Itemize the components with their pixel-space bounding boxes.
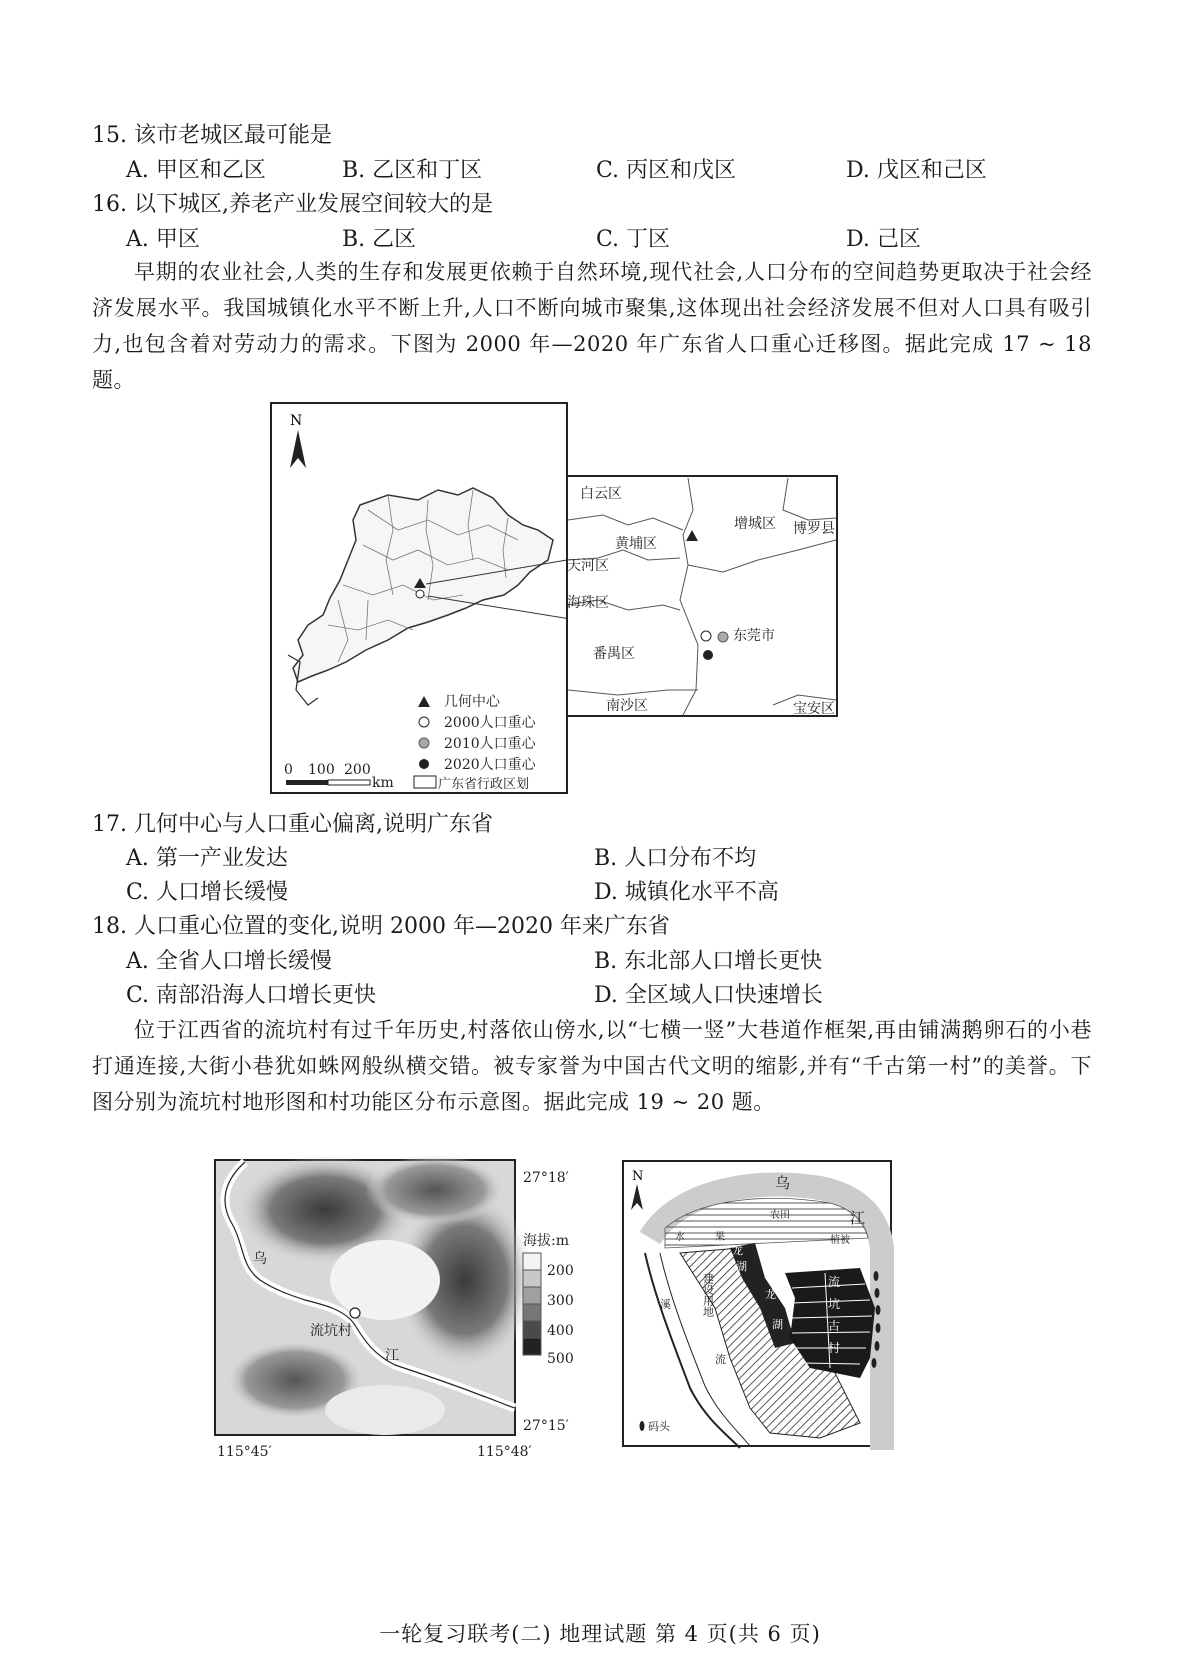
svg-text:500: 500 — [547, 1351, 574, 1367]
orchard-label: 果 — [715, 1232, 725, 1243]
svg-text:龙: 龙 — [732, 1244, 743, 1257]
centre-2010 — [718, 632, 728, 642]
lon-left-label: 115°45′ — [217, 1444, 272, 1460]
district-dongguan: 东莞市 — [733, 628, 775, 644]
q16-option-c: C. 丁区 — [596, 227, 671, 252]
river-label-wu: 乌 — [253, 1251, 267, 1267]
svg-text:0: 0 — [284, 762, 293, 778]
q18-option-a: A. 全省人口增长缓慢 — [126, 949, 332, 974]
stream-liu-label: 流 — [715, 1353, 726, 1366]
q18-option-c: C. 南部沿海人口增长更快 — [126, 983, 377, 1008]
svg-text:N: N — [632, 1169, 644, 1184]
district-haizhu: 海珠区 — [567, 595, 609, 611]
svg-text:2010人口重心: 2010人口重心 — [444, 736, 536, 752]
q15-option-b: B. 乙区和丁区 — [342, 158, 483, 183]
district-panyu: 番禺区 — [593, 646, 635, 662]
q15-option-d: D. 戊区和己区 — [846, 158, 987, 183]
district-zengcheng: 增城区 — [734, 516, 776, 532]
svg-text:古: 古 — [828, 1319, 841, 1333]
district-baiyun: 白云区 — [580, 486, 622, 502]
q16-option-a: A. 甲区 — [126, 227, 200, 252]
construction-land-label: 建设用地 — [701, 1273, 715, 1317]
q17-option-d: D. 城镇化水平不高 — [594, 880, 779, 905]
lat-bottom-label: 27°15′ — [523, 1418, 569, 1434]
q16-option-b: B. 乙区 — [342, 227, 417, 252]
svg-text:300: 300 — [547, 1293, 574, 1309]
svg-text:km: km — [372, 775, 394, 791]
district-boluo: 博罗县 — [793, 521, 835, 537]
liukeng-topographic-map — [205, 1150, 605, 1470]
river-label-jiang: 江 — [385, 1348, 399, 1364]
svg-text:2020人口重心: 2020人口重心 — [444, 757, 536, 773]
q18-stem: 18. 人口重心位置的变化,说明 2000 年—2020 年来广东省 — [92, 914, 670, 939]
svg-text:N: N — [290, 413, 303, 429]
q17-stem: 17. 几何中心与人口重心偏离,说明广东省 — [92, 812, 493, 837]
vegetation-label: 植被 — [830, 1235, 850, 1246]
svg-text:坑: 坑 — [828, 1297, 841, 1311]
elevation-legend — [523, 1253, 574, 1367]
q15-option-a: A. 甲区和乙区 — [126, 158, 266, 183]
svg-text:几何中心: 几何中心 — [444, 694, 500, 710]
q17-option-c: C. 人口增长缓慢 — [126, 880, 289, 905]
svg-text:2000人口重心: 2000人口重心 — [444, 715, 536, 731]
district-baoan: 宝安区 — [793, 701, 835, 717]
passage-liukeng-village: 位于江西省的流坑村有过千年历史,村落依山傍水,以“七横一竖”大巷道作框架,再由铺满鹅卵石的小巷打通连接,大街小巷犹如蛛网般纵横交错。被专家誉为中国古代文明的缩影,并有“千古第一村”的美誉。下图分别为流坑村地形图和村功能区分布示意图。据此完成 19 ~ 20 题。 — [92, 1018, 1092, 1114]
district-huangpu: 黄埔区 — [615, 536, 657, 552]
farmland-label: 农田 — [770, 1210, 790, 1221]
svg-text:400: 400 — [547, 1323, 574, 1339]
svg-text:湖: 湖 — [736, 1260, 747, 1273]
q18-option-b: B. 东北部人口增长更快 — [594, 949, 823, 974]
q15-stem: 15. 该市老城区最可能是 — [92, 123, 332, 148]
passage-population-centre: 早期的农业社会,人类的生存和发展更依赖于自然环境,现代社会,人口分布的空间趋势更取决于社会经济发展水平。我国城镇化水平不断上升,人口不断向城市聚集,这体现出社会经济发展不但对人口具有吸引力,也包含着对劳动力的需求。下图为 2000 年—2020 年广东省人口重心迁移图。据此完成 17 ~ 18 题。 — [92, 260, 1092, 392]
village-label: 流坑村 — [310, 1323, 352, 1339]
centre-2000 — [701, 631, 711, 641]
village-marker — [350, 1308, 360, 1318]
river-wu-label: 乌 — [775, 1174, 791, 1192]
page-footer: 一轮复习联考(二) 地理试题 第 4 页(共 6 页) — [379, 1622, 821, 1646]
q15-option-c: C. 丙区和戊区 — [596, 158, 737, 183]
water-label: 水 — [675, 1232, 685, 1243]
liukeng-function-zone-map — [620, 1158, 895, 1450]
river-jiang-label: 江 — [850, 1209, 866, 1227]
q16-option-d: D. 己区 — [846, 227, 921, 252]
wharf-legend-label: 码头 — [648, 1420, 670, 1433]
lon-right-label: 115°48′ — [477, 1444, 532, 1460]
district-tianhe: 天河区 — [567, 558, 609, 574]
q16-stem: 16. 以下城区,养老产业发展空间较大的是 — [92, 192, 493, 217]
lat-top-label: 27°18′ — [523, 1170, 569, 1186]
svg-text:100: 100 — [308, 762, 335, 778]
svg-text:村: 村 — [828, 1341, 841, 1355]
svg-text:湖: 湖 — [772, 1318, 783, 1331]
q17-option-b: B. 人口分布不均 — [594, 846, 757, 871]
centre-2020 — [703, 650, 713, 660]
svg-text:200: 200 — [547, 1263, 574, 1279]
guangdong-population-centre-map — [268, 400, 843, 800]
svg-text:广东省行政区划: 广东省行政区划 — [438, 777, 530, 792]
svg-text:流: 流 — [828, 1275, 841, 1289]
stream-xi-label: 溪 — [660, 1298, 671, 1311]
q18-option-d: D. 全区域人口快速增长 — [594, 983, 823, 1008]
svg-text:200: 200 — [344, 762, 371, 778]
q17-option-a: A. 第一产业发达 — [126, 846, 288, 871]
district-nansha: 南沙区 — [606, 698, 648, 714]
svg-text:龙: 龙 — [765, 1288, 776, 1301]
elevation-title: 海拔:m — [523, 1233, 569, 1249]
